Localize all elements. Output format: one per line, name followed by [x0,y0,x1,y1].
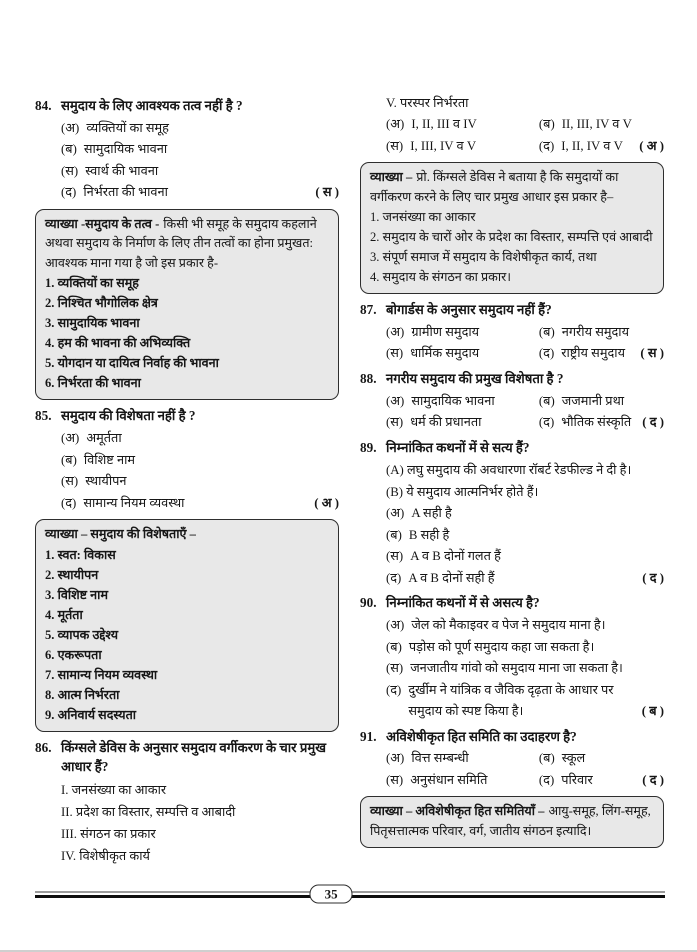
explanation-item: 1. व्यक्तियों का समूह [45,276,139,291]
option [360,658,664,680]
explanation-intro [370,168,654,207]
option [539,343,664,365]
option [360,568,664,590]
question-heading [35,738,339,778]
option-text: विशिष्ट नाम [83,452,136,467]
option-text: धार्मिक समुदाय [410,346,480,361]
column-2 [360,92,664,867]
option-label: (ब) [538,751,555,766]
explanation-box [35,209,339,401]
option-text: स्थायीपन [85,474,127,489]
question-title: समुदाय के लिए आवश्यक तत्व नहीं है ? [61,98,243,113]
explanation-item: 7. सामान्य नियम व्यवस्था [45,667,158,682]
options-group [360,322,664,365]
option-text: धर्म की प्रधानता [410,415,482,430]
option-text: A व B दोनों गलत हैं [410,549,501,564]
question-heading [35,406,339,426]
option-text: A सही है [411,506,452,521]
option-label: (द) [61,185,77,200]
options-group [360,615,664,723]
answer-key: ( अ ) [314,495,339,510]
option-text: निर्भरता की भावना [83,185,168,200]
explanation-text: किसी भी समूह के समुदाय कहलाने अथवा समुदाय के निर्माण के लिए तीन तत्वों का होना प्रमुखत: आवश्यक माना गया है जो इस प्रकार है- [45,216,317,270]
answer-key: ( स ) [640,346,664,361]
option-text: राष्ट्रीय समुदाय [561,346,626,361]
question-heading [360,438,664,458]
option [539,136,664,158]
statement-line: IV. विशेषीकृत कार्य [61,849,150,864]
option [35,139,339,161]
question-title: निम्नांकित कथनों में से सत्य हैं? [386,439,530,455]
option [386,114,539,136]
option [35,161,339,183]
explanation-item: 5. योगदान या दायित्व निर्वाह की भावना [45,356,219,371]
option-label: (ब) [538,324,555,339]
option-text: I, III, IV व V [410,138,477,153]
question-title: नगरीय समुदाय की प्रमुख विशेषता है ? [386,370,564,386]
options-group [360,114,664,157]
option [386,391,539,413]
explanation-item: 1. स्वत: विकास [45,547,116,562]
option-text: भौतिक संस्कृति [561,415,632,430]
option-label: (स) [61,163,79,178]
option-label: (द) [61,495,77,510]
explanation-item: 8. आत्म निर्भरता [45,687,120,702]
option [360,615,664,637]
question-heading [360,593,664,613]
statement-line: (A) लघु समुदाय की अवधारणा रॉबर्ट रेडफील्ड ने दी है। [386,463,632,478]
answer-key: ( अ ) [639,138,664,153]
option [360,680,664,723]
explanation-item: 9. अनिवार्य सदस्यता [45,707,137,722]
option-label: (अ) [386,751,405,766]
option [35,428,339,450]
option-label: (द) [538,138,555,153]
option-label: (अ) [386,393,405,408]
question-heading [360,727,664,747]
option-text: ग्रामीण समुदाय [411,324,480,339]
option-text: सामुदायिक भावना [411,393,495,408]
answer-key: ( ब ) [641,704,664,719]
option [35,450,339,472]
options-group [360,391,664,434]
option [386,343,539,365]
statement-line: II. प्रदेश का विस्तार, सम्पत्ति व आबादी [61,805,236,820]
explanation-intro [370,802,654,841]
option-text: अमूर्तता [86,431,122,446]
question-number: 86. [35,739,52,755]
option-label: (द) [386,570,402,585]
explanation-intro [45,215,329,274]
option-text: I, II, IV व V [561,138,623,153]
option [35,493,339,515]
option-label: (द) [538,772,555,787]
option-label: (स) [386,549,404,564]
explanation-lead: व्याख्या – अविशेषीकृत हित समितियाँ – [370,804,545,819]
statement-line: III. संगठन का प्रकार [61,827,156,842]
option [35,118,339,140]
option-label: (ब) [61,452,77,467]
option-text: स्कूल [561,751,586,766]
option-label: (द) [386,682,402,697]
explanation-item: 4. हम की भावना की अभिव्यक्ति [45,336,191,351]
option-text: I, II, III व IV [411,117,477,131]
question-heading [360,369,664,389]
page-footer [35,886,665,902]
explanation-item: 3. विशिष्ट नाम [45,587,108,602]
options-group [360,748,664,791]
explanation-item: 1. जनसंख्या का आकार [370,210,476,224]
explanation-item: 2. स्थायीपन [45,567,99,582]
option-text: दुर्खीम ने यांत्रिक व जैविक दृढ़ता के आधार पर समुदाय को स्पष्ट किया है। [408,682,614,719]
explanation-text: प्रो. किंग्सले डेविस ने बताया है कि समुदायों का वर्गीकरण करने के लिए चार प्रमुख आधार इस प्रकार है– [370,170,619,204]
option [539,412,664,434]
question-number: 91. [360,728,377,744]
answer-key: ( द ) [642,772,664,787]
option-label: (ब) [61,142,77,157]
explanation-lead: व्याख्या – समुदाय की विशेषताएँ – [45,527,196,542]
option-text: B सही है [408,527,450,542]
question-title: बोगार्डस के अनुसार समुदाय नहीं हैं? [386,302,552,317]
option [360,546,664,568]
explanation-box [360,162,664,294]
explanation-text: आयु-समूह, लिंग-समूह, पितृसत्तात्मक परिवार, वर्ग, जातीय संगठन इत्यादि। [370,804,651,838]
option [360,525,664,547]
statement-line: I. जनसंख्या का आकार [61,783,167,798]
question-heading [35,96,339,116]
explanation-intro [45,525,329,545]
option-label: (स) [386,772,404,787]
option-label: (अ) [386,506,405,521]
option-label: (अ) [386,117,405,131]
option-label: (अ) [386,618,405,633]
option [386,748,539,770]
options-group [35,118,339,204]
option-text: परिवार [561,772,593,787]
option-text: A व B दोनों सही हैं [408,570,495,585]
option-label: (स) [386,138,404,153]
question-number: 89. [360,439,377,455]
option-label: (ब) [386,639,402,654]
question-title: अविशेषीकृत हित समिति का उदाहरण है? [386,728,577,744]
question-title: समुदाय की विशेषता नहीं है ? [61,408,196,424]
option [35,182,339,204]
question-number: 85. [35,408,52,424]
explanation-item: 4. समुदाय के संगठन का प्रकार। [370,270,512,284]
explanation-item: 2. समुदाय के चारों ओर के प्रदेश का विस्तार, सम्पत्ति एवं आबादी [370,230,653,244]
options-group [35,428,339,514]
option [539,322,664,344]
question-number: 90. [360,595,377,611]
options-group [360,503,664,589]
option [386,322,539,344]
option-label: (स) [61,474,79,489]
option [539,391,664,413]
question-number: 84. [35,98,52,113]
question-number: 88. [360,370,377,386]
option [386,136,539,158]
explanation-item: 5. व्यापक उद्देश्य [45,627,119,642]
explanation-lead: व्याख्या -समुदाय के तत्व - [45,216,160,231]
question-title: निम्नांकित कथनों में से असत्य है? [386,595,540,611]
option-text: II, III, IV व V [561,117,632,131]
explanation-item: 3. संपूर्ण समाज में समुदाय के विशेषीकृत कार्य, तथा [370,250,597,264]
question-number: 87. [360,302,377,317]
option-label: (स) [386,346,404,361]
option [386,770,539,792]
option-text: जेल को मैकाइवर व पेज ने समुदाय माना है। [411,618,606,633]
explanation-item: 2. निश्चित भौगोलिक क्षेत्र [45,296,158,311]
explanation-box [35,519,339,732]
option-text: वित्त सम्बन्धी [411,751,469,766]
option [539,748,664,770]
explanation-box [360,796,664,848]
option-label: (अ) [61,431,80,446]
explanation-lead: व्याख्या – [370,170,413,184]
option-text: नगरीय समुदाय [561,324,630,339]
statement-line: (B) ये समुदाय आत्मनिर्भर होते हैं। [386,485,539,500]
option-label: (ब) [538,393,555,408]
option-label: (स) [386,415,404,430]
option-text: सामान्य नियम व्यवस्था [83,495,185,510]
questions-content [35,92,664,867]
page-number-badge: 35 [310,885,353,904]
answer-key: ( द ) [642,415,664,430]
answer-key: ( स ) [315,185,339,200]
option-label: (ब) [538,117,555,131]
option-label: (स) [386,661,404,676]
option-text: व्यक्तियों का समूह [86,120,169,135]
option-text: पड़ोस को पूर्ण समुदाय कहा जा सकता है। [408,639,595,654]
explanation-item: 6. निर्भरता की भावना [45,376,141,391]
option [360,637,664,659]
option-text: स्वार्थ की भावना [85,163,159,178]
option-text: जनजातीय गांवो को समुदाय माना जा सकता है। [410,661,623,676]
question-heading [360,300,664,320]
option-label: (अ) [386,324,405,339]
answer-key: ( द ) [642,570,664,585]
option [539,770,664,792]
option-label: (द) [538,346,555,361]
option-text: सामुदायिक भावना [83,142,168,157]
option-text: अनुसंधान समिति [410,772,488,787]
option-text: जजमानी प्रथा [561,393,625,408]
explanation-item: 4. मूर्तता [45,607,83,622]
statement-line: V. परस्पर निर्भरता [386,96,469,110]
question-title: किंग्सले डेविस के अनुसार समुदाय वर्गीकरण के चार प्रमुख आधार हैं? [61,739,327,775]
option-label: (ब) [386,527,402,542]
option-label: (अ) [61,120,80,135]
option-label: (द) [538,415,555,430]
option [360,503,664,525]
option [539,114,664,136]
option [35,471,339,493]
explanation-item: 3. सामुदायिक भावना [45,316,140,331]
explanation-item: 6. एकरूपता [45,647,102,662]
option [386,412,539,434]
column-1 [35,92,339,867]
